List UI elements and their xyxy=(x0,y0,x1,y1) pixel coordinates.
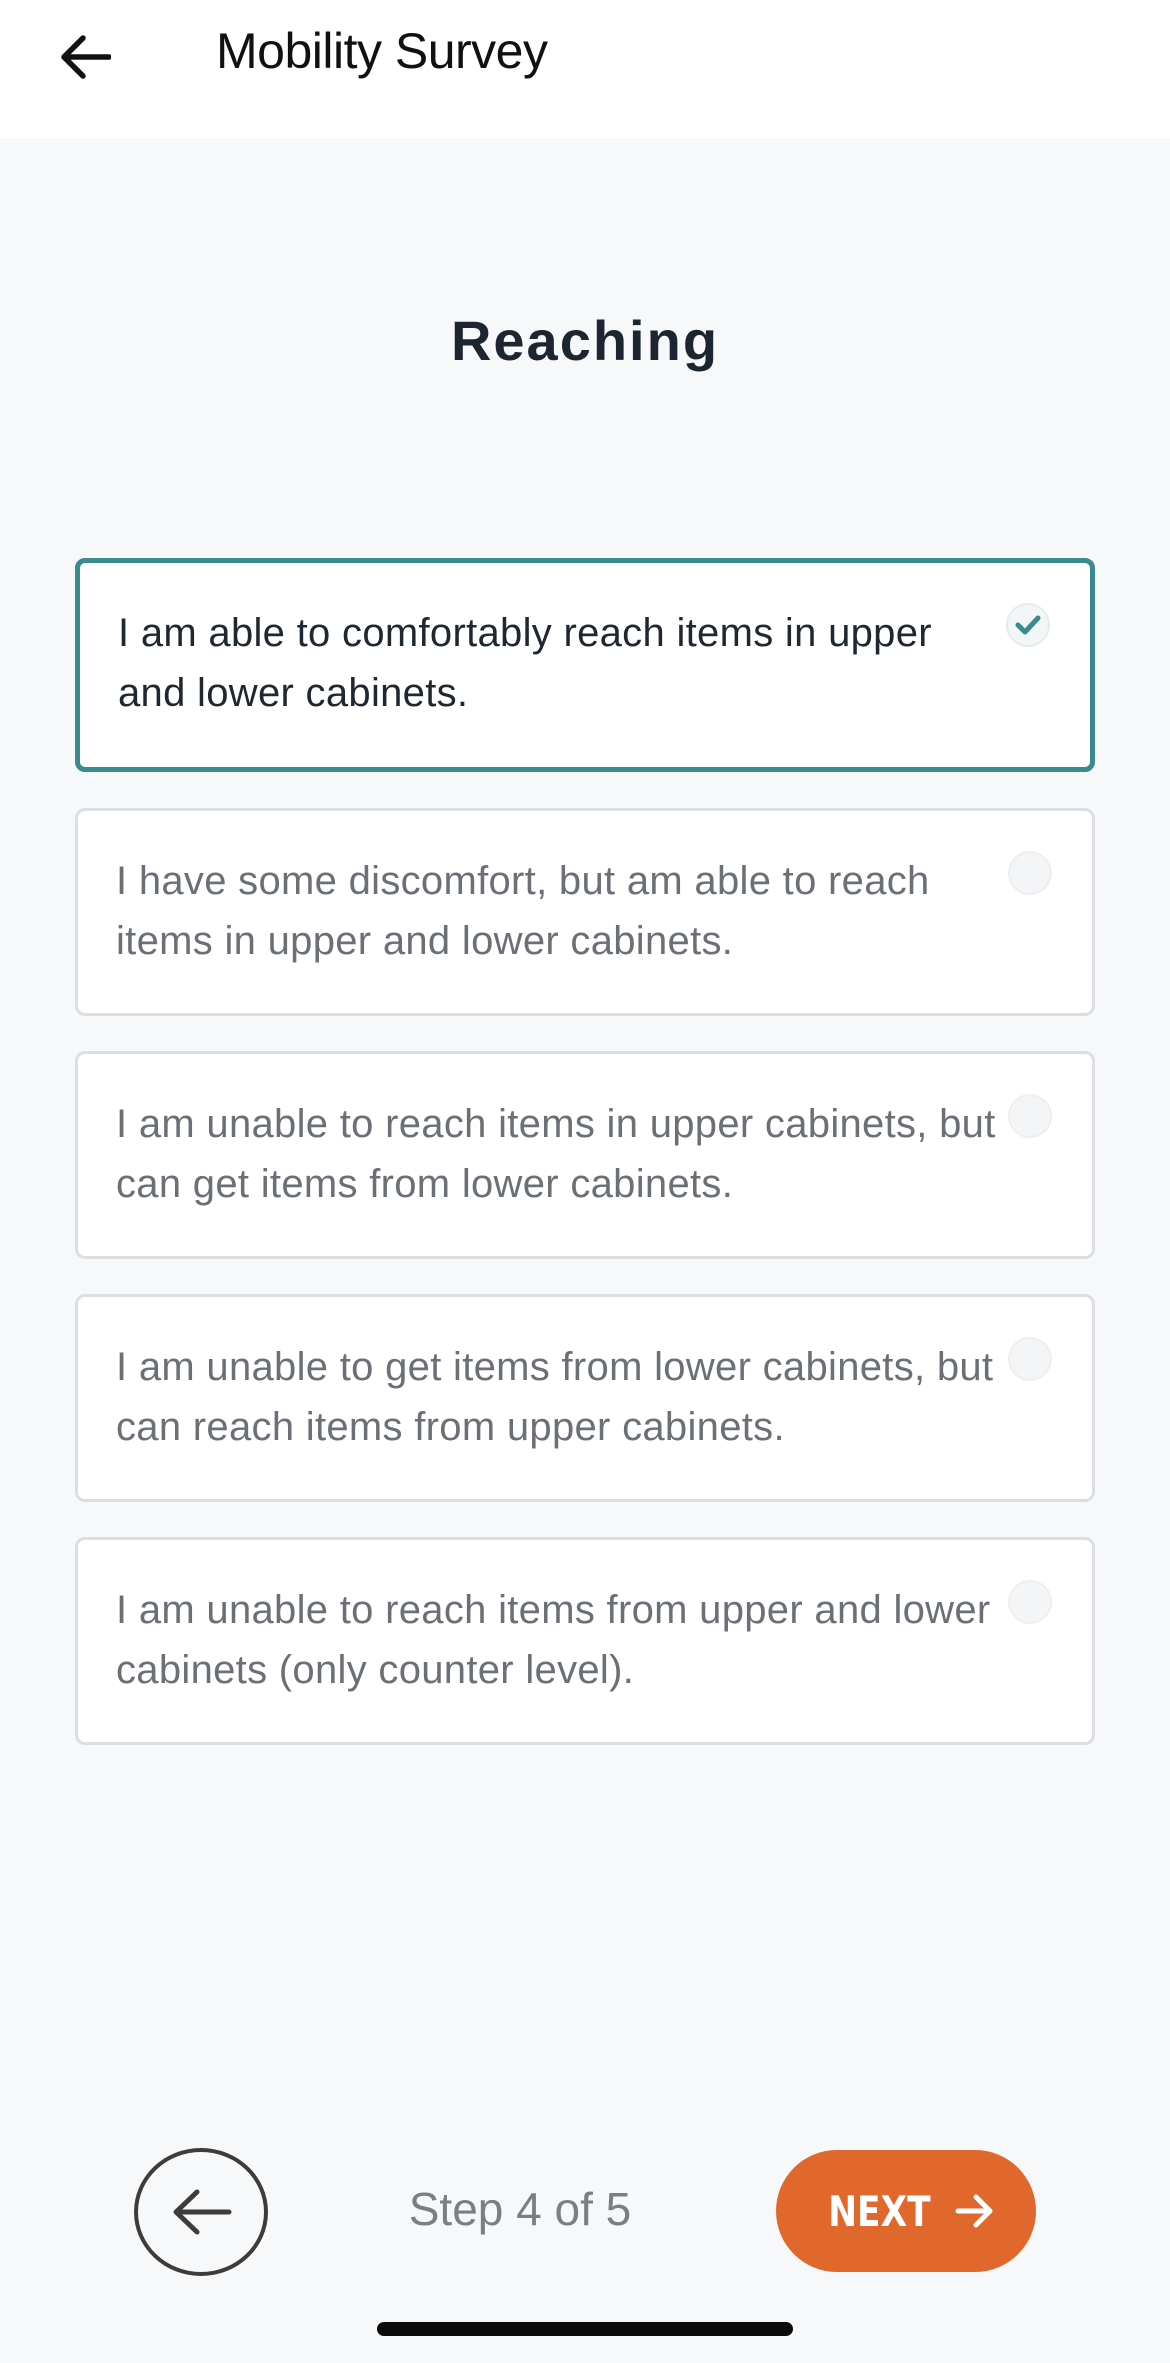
option-list xyxy=(75,558,1095,1780)
radio-unchecked[interactable] xyxy=(1008,1337,1052,1381)
option-text: I am able to comfortably reach items in upper and lower cabinets. xyxy=(118,611,932,715)
option-item-4[interactable] xyxy=(75,1294,1095,1502)
radio-unchecked[interactable] xyxy=(1008,1094,1052,1138)
wizard-footer xyxy=(0,2140,1170,2280)
option-item-1[interactable] xyxy=(75,558,1095,772)
option-item-5[interactable] xyxy=(75,1537,1095,1745)
previous-step-button[interactable] xyxy=(134,2148,268,2276)
option-item-2[interactable] xyxy=(75,808,1095,1016)
question-title: Reaching xyxy=(450,309,720,372)
check-icon xyxy=(1014,613,1042,637)
home-indicator xyxy=(377,2322,793,2336)
next-button-label: NEXT xyxy=(827,2186,931,2236)
option-text: I am unable to get items from lower cabinets, but can reach items from upper cabinets. xyxy=(116,1345,994,1449)
app-header xyxy=(0,0,1170,138)
option-text: I have some discomfort, but am able to reach items in upper and lower cabinets. xyxy=(116,859,930,963)
arrow-left-circle-icon xyxy=(169,2187,233,2237)
option-text: I am unable to reach items in upper cabinets, but can get items from lower cabinets. xyxy=(116,1102,996,1206)
step-indicator: Step 4 of 5 xyxy=(408,2183,632,2235)
option-text: I am unable to reach items from upper and lower cabinets (only counter level). xyxy=(116,1588,991,1692)
radio-unchecked[interactable] xyxy=(1008,851,1052,895)
next-button[interactable] xyxy=(776,2150,1036,2272)
arrow-right-icon xyxy=(955,2193,995,2229)
radio-checked[interactable] xyxy=(1006,603,1050,647)
page-title: Mobility Survey xyxy=(216,23,548,79)
back-button[interactable] xyxy=(54,26,116,88)
radio-unchecked[interactable] xyxy=(1008,1580,1052,1624)
arrow-left-icon xyxy=(59,35,111,79)
option-item-3[interactable] xyxy=(75,1051,1095,1259)
